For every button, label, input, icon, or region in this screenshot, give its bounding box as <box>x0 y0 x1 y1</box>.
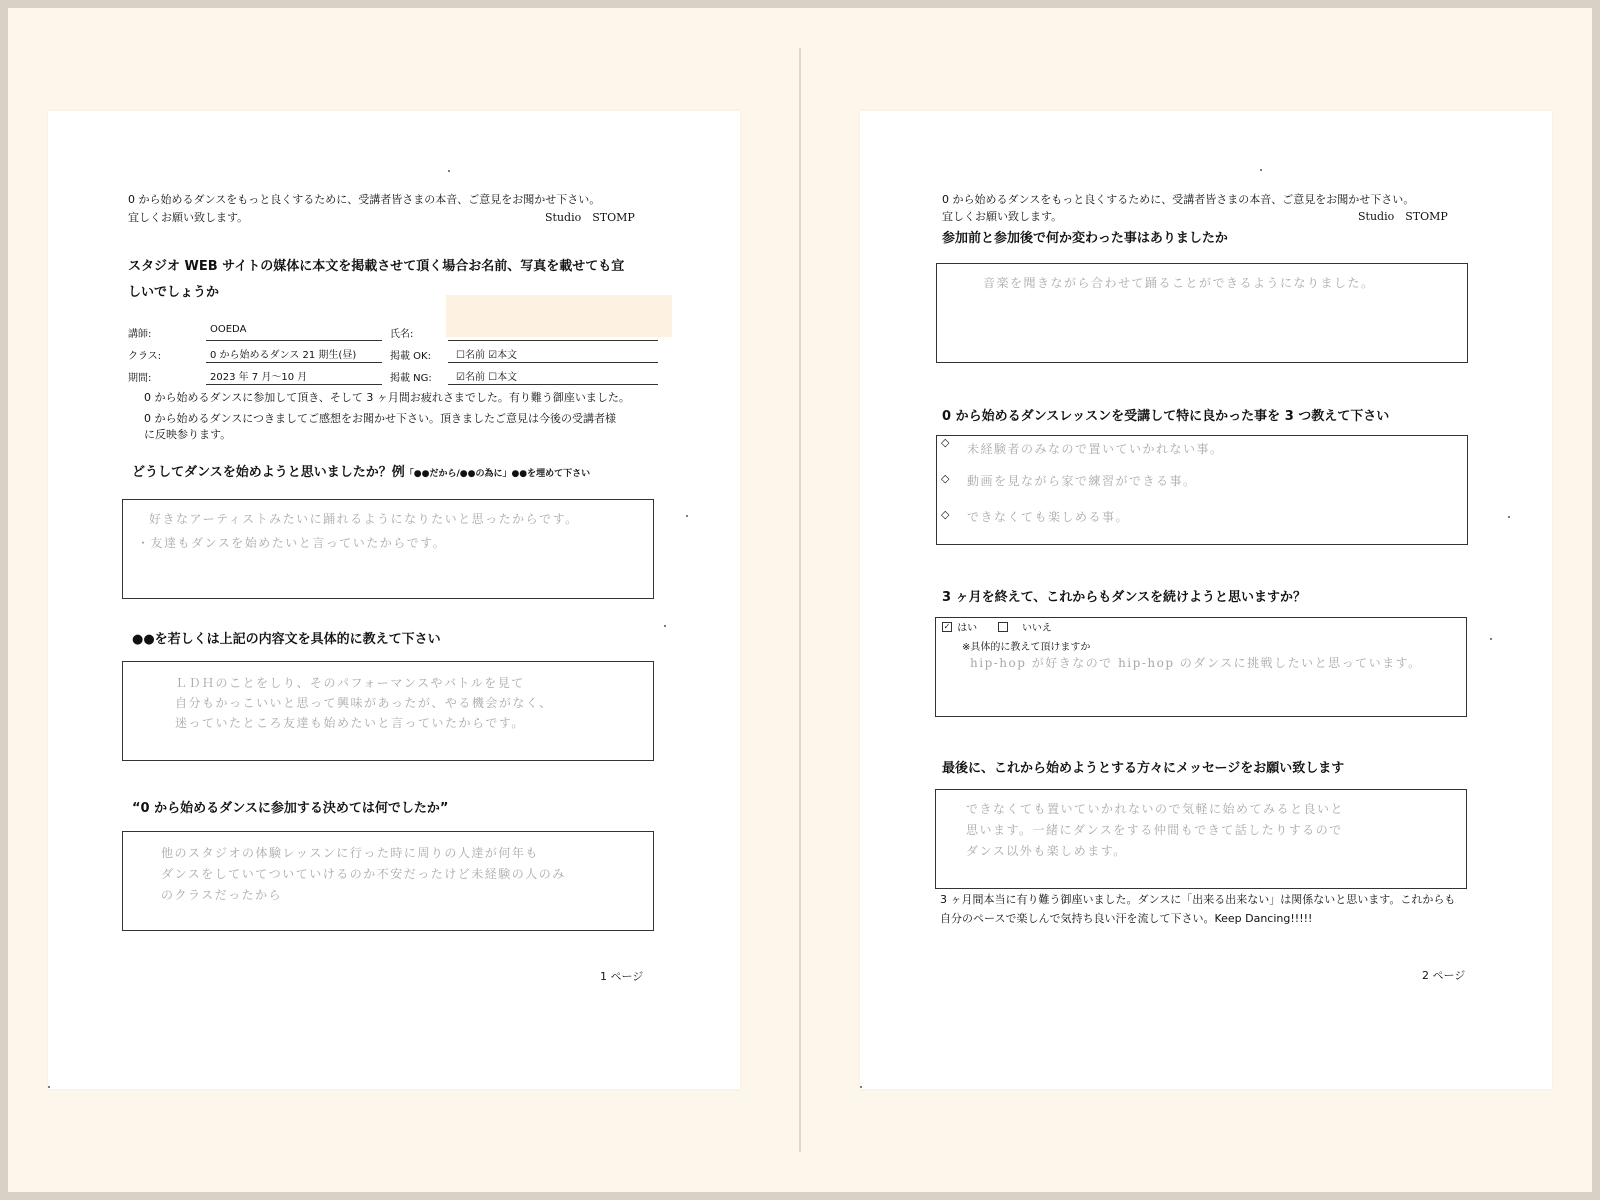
intro-line-2: 宜しくお願い致します。 <box>128 211 249 224</box>
q7-answer-line-1: できなくても置いていかれないので気軽に始めてみると良いと <box>966 802 1345 816</box>
scan-speck <box>1260 169 1262 171</box>
q6-question: 3 ヶ月を終えて、これからもダンスを続けようと思いますか？ <box>942 590 1307 605</box>
publish-consent-title-line-1: スタジオ WEB サイトの媒体に本文を掲載させて頂く場合お名前、写真を載せても宜 <box>128 259 625 274</box>
q2-question: ●●を若しくは上記の内容文を具体的に教えて下さい <box>132 632 441 647</box>
class-value: 0 から始めるダンス 21 期生(昼) <box>210 350 357 361</box>
q3-answer-line-2: ダンスをしていてついていけるのか不安だったけど未経験の人のみ <box>161 867 566 881</box>
q1-answer-box <box>122 499 654 599</box>
instructor-label: 講師: <box>128 329 152 340</box>
q1-question-text: どうしてダンスを始めようと思いましたか？例 <box>132 465 405 480</box>
q6-answer-box <box>935 617 1467 717</box>
q4-answer-line-1: 音楽を聞きながら合わせて踊ることができるようになりました。 <box>983 276 1375 290</box>
intro-line-2: 宜しくお願い致します。 <box>942 210 1063 223</box>
publish-consent-title-line-2: しいでしょうか <box>128 285 220 300</box>
q6-answer-line-1: hip-hop が好きなので hip-hop のダンスに挑戦したいと思っています。 <box>970 656 1422 670</box>
q2-answer-line-2: 自分もかっこいいと思って興味があったが、やる機会がなく、 <box>175 696 553 710</box>
q4-question: 参加前と参加後で何か変わった事はありましたか <box>942 231 1228 246</box>
publish-ok-underline <box>448 362 658 363</box>
publish-ng-label: 掲載 NG: <box>390 373 432 384</box>
diamond-bullet-icon: ◇ <box>941 472 950 485</box>
q1-answer-line-1: 好きなアーティストみたいに踊れるようになりたいと思ったからです。 <box>149 512 579 526</box>
closing-line-1: 3 ヶ月間本当に有り難う御座いました。ダンスに「出来る出来ない」は関係ないと思います。これからも <box>940 893 1456 906</box>
q1-answer-line-2: ・友達もダンスを始めたいと言っていたからです。 <box>137 536 447 550</box>
q7-answer-line-3: ダンス以外も楽しめます。 <box>966 844 1127 858</box>
q1-question <box>132 461 590 480</box>
page-number-1: 1 ページ <box>600 970 644 983</box>
q5-item-2: 動画を見ながら家で練習ができる事。 <box>967 474 1197 488</box>
document-page-2 <box>860 111 1552 1089</box>
intro-line-1: 0 から始めるダンスをもっと良くするために、受講者皆さまの本音、ご意見をお聞かせ下さい。 <box>128 193 601 206</box>
yes-checkbox-checked-icon: ✓ <box>943 622 951 631</box>
diamond-bullet-icon: ◇ <box>941 508 950 521</box>
instructor-value: OOEDA <box>210 324 247 335</box>
scan-speck <box>1508 516 1510 518</box>
closing-line-2: 自分のペースで楽しんで気持ち良い汗を流して下さい。Keep Dancing!!!!! <box>940 912 1313 925</box>
q6-yes-label: はい <box>957 623 978 634</box>
publish-ok-value: ☐名前 ☑本文 <box>456 350 518 361</box>
q4-answer-box <box>936 263 1468 363</box>
q6-note: ※具体的に教えて頂けますか <box>962 642 1091 653</box>
intro-line-1: 0 から始めるダンスをもっと良くするために、受講者皆さまの本音、ご意見をお聞かせ下さい。 <box>942 193 1415 206</box>
document-page-1 <box>48 111 740 1089</box>
q3-answer-box <box>122 831 654 931</box>
q5-item-3: できなくても楽しめる事。 <box>967 510 1130 524</box>
q7-answer-box <box>935 789 1467 889</box>
studio-name: Studio STOMP <box>1358 210 1448 223</box>
scan-speck <box>686 515 688 517</box>
instructor-underline <box>206 340 382 341</box>
period-underline <box>206 384 382 385</box>
q1-example: 「●●だから/●●の為に」●●を埋めて下さい <box>404 469 591 479</box>
q5-answer-box <box>936 435 1468 545</box>
page-divider <box>799 48 801 1152</box>
name-label: 氏名: <box>390 329 414 340</box>
publish-ok-label: 掲載 OK: <box>390 351 431 362</box>
scan-speck <box>664 625 666 627</box>
q3-answer-line-1: 他のスタジオの体験レッスンに行った時に周りの人達が何年も <box>161 846 539 860</box>
thanks-line-2: 0 から始めるダンスにつきましてご感想をお聞かせ下さい。頂きましたご意見は今後の受講者様 <box>144 412 617 425</box>
studio-name: Studio STOMP <box>545 211 635 224</box>
no-checkbox-icon <box>998 622 1008 632</box>
scan-speck <box>860 1086 862 1088</box>
thanks-line-3: に反映参ります。 <box>144 428 232 441</box>
publish-ng-value: ☑名前 ☐本文 <box>456 372 518 383</box>
q3-answer-line-3: のクラスだったから <box>161 888 283 902</box>
scan-speck <box>48 1086 50 1088</box>
q7-question: 最後に、これから始めようとする方々にメッセージをお願い致します <box>942 761 1345 776</box>
q5-question: 0 から始めるダンスレッスンを受講して特に良かった事を 3 つ教えて下さい <box>942 409 1390 424</box>
scan-speck <box>1490 638 1492 640</box>
diamond-bullet-icon: ◇ <box>941 436 950 449</box>
q7-answer-line-2: 思います。一緒にダンスをする仲間もできて話したりするので <box>966 823 1343 837</box>
q2-answer-line-3: 迷っていたところ友達も始めたいと言っていたからです。 <box>175 716 525 730</box>
q5-item-1: 未経験者のみなので置いていかれない事。 <box>967 442 1224 456</box>
period-label: 期間: <box>128 373 152 384</box>
redacted-photo-area <box>446 295 672 337</box>
q2-answer-box <box>122 661 654 761</box>
class-label: クラス: <box>128 351 162 362</box>
q6-choice-row <box>942 619 1052 634</box>
q2-answer-line-1: ＬＤＨのことをしり、そのパフォーマンスやバトルを見て <box>175 676 525 690</box>
publish-ng-underline <box>448 384 658 385</box>
scan-speck <box>448 170 450 172</box>
period-value: 2023 年 7 月〜10 月 <box>210 372 308 383</box>
q6-no-label: いいえ <box>1021 623 1052 634</box>
class-underline <box>206 362 382 363</box>
thanks-line-1: 0 から始めるダンスに参加して頂き、そして 3 ヶ月間お疲れさまでした。有り難う御座いました。 <box>144 391 630 404</box>
name-underline <box>448 340 658 341</box>
page-number-2: 2 ページ <box>1422 969 1466 982</box>
q3-question: “0 から始めるダンスに参加する決めては何でしたか” <box>132 801 449 816</box>
